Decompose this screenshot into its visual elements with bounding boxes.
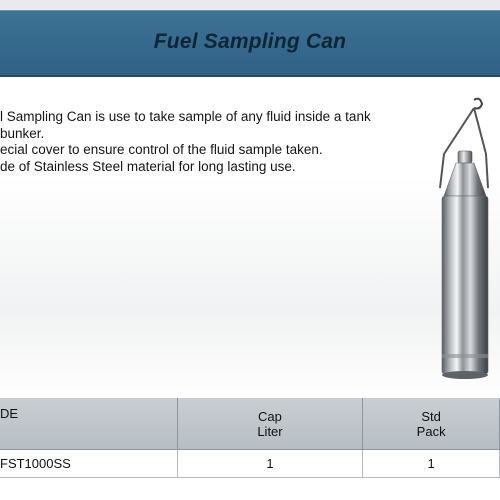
product-spec-table [0, 398, 500, 478]
cell-std: 1 [363, 450, 500, 478]
column-header-std-line2: Pack [416, 423, 446, 439]
column-header-cap-line2: Liter [257, 423, 283, 439]
description-line: l Sampling Can is use to take sample of any fluid inside a tank [0, 109, 371, 124]
description-line: ecial cover to ensure control of the fluid sample taken. [0, 142, 323, 157]
cell-cap: 1 [177, 450, 363, 478]
column-header-cap-line1: Cap [258, 408, 282, 424]
page-title: Fuel Sampling Can [153, 30, 347, 53]
cell-code: FST1000SS [0, 450, 177, 478]
description-line: bunker. [0, 125, 45, 141]
top-band [0, 0, 500, 10]
can-illustration [416, 96, 500, 386]
product-description [0, 109, 420, 175]
page-header [0, 10, 500, 77]
table-header-row [0, 398, 500, 450]
column-header-std-line1: Std [421, 408, 441, 424]
description-line: de of Stainless Steel material for long lasting use. [0, 158, 296, 174]
fuel-sampling-can-image [416, 96, 500, 386]
column-header-code: DE [0, 398, 177, 450]
column-header-std [363, 398, 500, 450]
table-row [0, 450, 500, 478]
column-header-cap [177, 398, 363, 450]
